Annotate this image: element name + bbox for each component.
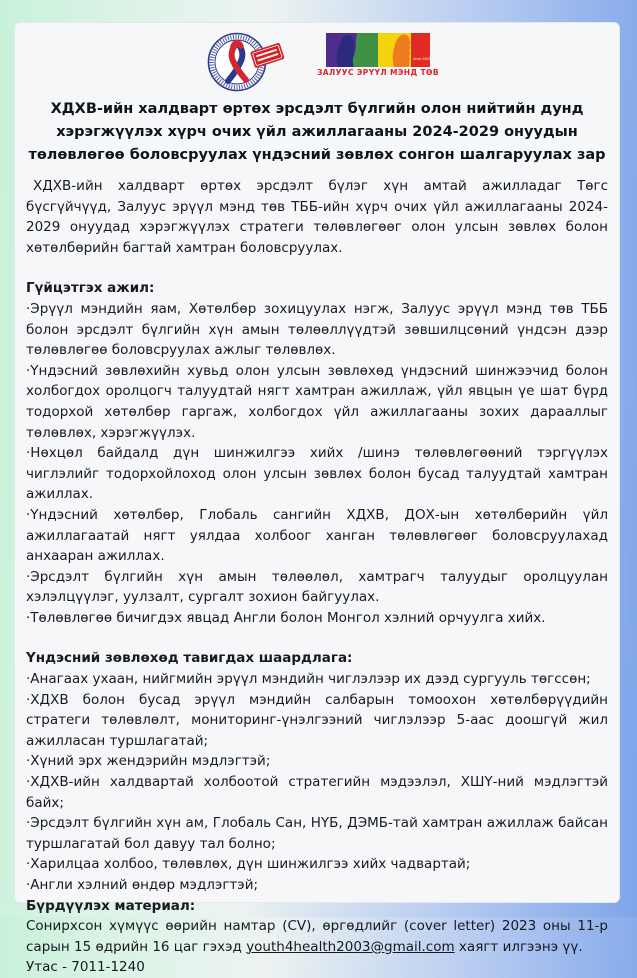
requirement-item: ·Анагаах ухаан, нийгмийн эрүүл мэндийн чиглэлээр их дээд сургууль төгссөн; — [26, 671, 591, 688]
materials-section-heading: Бүрдүүлэх материал: — [26, 897, 196, 914]
email-link[interactable]: youth4health2003@gmail.com — [246, 938, 455, 955]
announcement-title: ХДХВ-ийн халдварт өртөх эрсдэлт бүлгийн олон нийтийн дунд хэрэгжүүлэх хүрч очих үйл ажиллагааны 2024-2029 онуудын төлөвлөгөө боловсруулах үндэсний зөвлөх сонгон шалгаруулах зар — [28, 101, 606, 163]
aids-foundation-logo — [204, 30, 290, 92]
requirement-item: ·Эрсдэлт бүлгийн хүн ам, Глобаль Сан, НҮБ, ДЭМБ-тай хамтран ажиллаж байсан туршлагатай бол давуу тал болно; — [26, 815, 608, 852]
emblem-badge-text: since 2003 — [413, 57, 431, 61]
work-section-heading: Гүйцэтгэх ажил: — [26, 280, 155, 297]
requirement-item: ·Англи хэлний өндөр мэдлэгтэй; — [26, 877, 259, 893]
materials-text-after: хаягт илгээнэ үү. — [454, 938, 583, 955]
phone-number: Утас - 7011-1240 — [26, 959, 145, 976]
work-item: ·Эрүүл мэндийн яам, Хөтөлбөр зохицуулах нэгж, Залуус эрүүл мэнд төв ТББ болон эрсдэлт бүлгийн хүн амын төлөөллүүдтэй зөвшилцсөний үндсэн дээр төлөвлөгөө боловсруулах ажлыг төлөвлөх. — [26, 300, 608, 359]
materials-paragraph — [26, 916, 608, 957]
work-item: ·Үндэсний хөтөлбөр, Глобаль сангийн ХДХВ, ДОХ-ын хөтөлбөрийн үйл ажиллагаатай нягт уялдаа холбоог ханган төлөвлөгөөг боловсруулахад анхааран ажиллах. — [26, 506, 608, 565]
requirement-item: ·Хүний эрх жендэрийн мэдлэгтэй; — [26, 753, 271, 770]
work-item: ·Нөхцөл байдалд дүн шинжилгээ хийх /шинэ төлөвлөгөөний тэргүүлэх чиглэлийг тодорхойлоход олон улсын зөвлөх болон бусад талуудтай хамтран ажиллах. — [26, 445, 608, 503]
materials-text-before: Сонирхсон хүмүүс өөрийн намтар (CV), өргөдлийг (cover letter) 2023 оны 11-р сарын 15 өдрийн 16 цаг гэхэд — [26, 918, 608, 955]
youth-health-center-logo — [317, 33, 439, 77]
aids-ribbon-seal-icon — [204, 30, 290, 92]
work-item: ·Төлөвлөгөө бичигдэх явцад Англи болон Монгол хэлний орчуулга хийх. — [26, 609, 546, 626]
requirement-item: ·ХДХВ болон бусад эрүүл мэндийн салбарын томоохон хөтөлбөрүүдийн стратеги төлөвлөлт, мониторинг-үнэлгээний чиглэлээр 5-аас доошгүй жил ажилласан туршлагатай; — [26, 691, 608, 749]
youth-health-center-caption: ЗАЛУУС ЭРҮҮЛ МЭНД ТӨВ — [317, 68, 439, 77]
announcement-card — [14, 22, 620, 976]
youth-health-center-emblem-icon — [326, 33, 430, 67]
work-item: ·Үндэсний зөвлөхийн хувьд олон улсын зөвлөхөд үндэсний шинжээчид болон холбогдох оролцогч талуудтай нягт хамтран ажиллаж, үйл явцын үе шат бүрд тодорхой хөтөлбөр гаргаж, холбогдох үйл ажиллагааны зохих дарааллыг төлөвлөх, хэрэгжүүлэх. — [26, 362, 608, 441]
requirement-item: ·ХДХВ-ийн халдвартай холбоотой стратегийн мэдээлэл, ХШҮ-ний мэдлэгтэй байх; — [26, 774, 608, 811]
org-logos — [26, 30, 608, 94]
requirement-item: ·Харилцаа холбоо, төлөвлөх, дүн шинжилгээ хийх чадвартай; — [26, 856, 471, 873]
requirements-section-heading: Үндэсний зөвлөхөд тавигдах шаардлага: — [26, 650, 353, 667]
intro-paragraph: ХДХВ-ийн халдварт өртөх эрсдэлт бүлэг хүн амтай ажилладаг Төгс бүсгүйчүүд, Залуус эрүүл мэнд төв ТББ-ийн хүрч очих үйл ажиллагааны 2024-2029 онуудад хэрэгжүүлэх стратеги төлөвлөгөөг олон улсын зөвлөх болон хөтөлбөрийн багтай хамтран боловсруулах. — [26, 178, 608, 256]
work-item: ·Эрсдэлт бүлгийн хүн амын төлөөлөл, хамтрагч талуудыг оролцуулан хэлэлцүүлэг, уулзалт, сургалт зохион байгуулах. — [26, 568, 608, 606]
